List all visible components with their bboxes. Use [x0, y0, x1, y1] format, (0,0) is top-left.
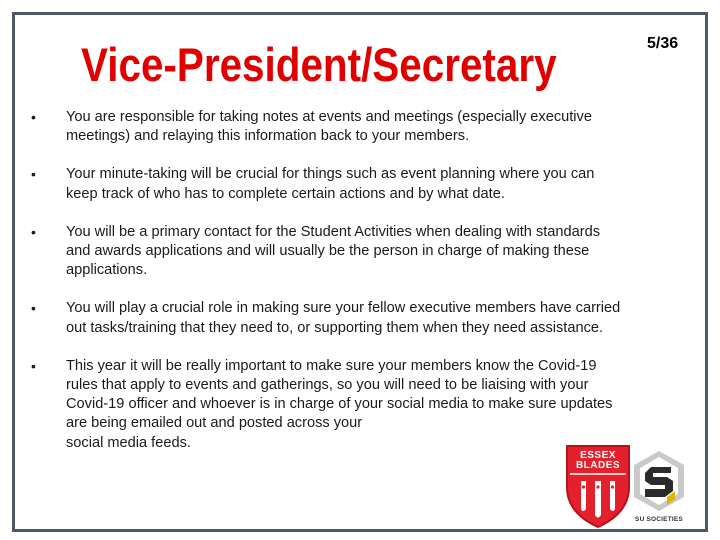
bullet-line: • Your minute-taking will be crucial for things such as event planning where you can — [66, 166, 595, 183]
page-number: 5/36 — [647, 35, 679, 52]
bullet-line: keep track of who has to complete certain actions and by what date. — [66, 185, 505, 202]
bullet-line: and awards applications and will usually be the person in charge of making these — [66, 243, 590, 260]
bullet-line: Covid-19 officer and whoever is in charge of your social media to make sure updates — [66, 396, 613, 413]
essex-blades-logo — [564, 443, 632, 529]
bullet-line: • You will be a primary contact for the Student Activities when dealing with standards — [66, 223, 601, 240]
su-societies-logo — [631, 449, 687, 529]
blades-line2: BLADES — [575, 460, 621, 471]
blades-line1: ESSEX — [580, 450, 616, 461]
bullet-line: meetings) and relaying this information back to your members. — [66, 128, 470, 145]
su-hexagon-icon — [631, 449, 687, 515]
bullet-line: • You are responsible for taking notes at events and meetings (especially executive — [66, 109, 592, 125]
bullet-item — [29, 299, 684, 337]
slide — [12, 12, 708, 532]
bullet-item — [29, 223, 684, 281]
bullet-line: rules that apply to events and gatherings, so you will need to be liaising with your — [66, 377, 589, 394]
bullet-line: • You will play a crucial role in making sure your fellow executive members have carried — [66, 300, 621, 317]
bullet-list — [29, 108, 684, 472]
bullet-item — [29, 357, 684, 453]
su-logo-caption: SU SOCIETIES — [635, 516, 683, 523]
bullet-line: applications. — [66, 262, 148, 279]
bullet-line: • This year it will be really important to make sure your members know the Covid-19 — [66, 357, 597, 374]
blades-logo-text — [564, 451, 632, 471]
bullet-item — [29, 165, 684, 203]
bullet-line: out tasks/training that they need to, or supporting them when they need assistance. — [66, 319, 604, 336]
slide-title: Vice-President/Secretary — [81, 38, 557, 91]
bullet-line: are being emailed out and posted across your — [66, 415, 363, 432]
bullet-item — [29, 108, 684, 146]
bullet-line: social media feeds. — [66, 434, 191, 451]
